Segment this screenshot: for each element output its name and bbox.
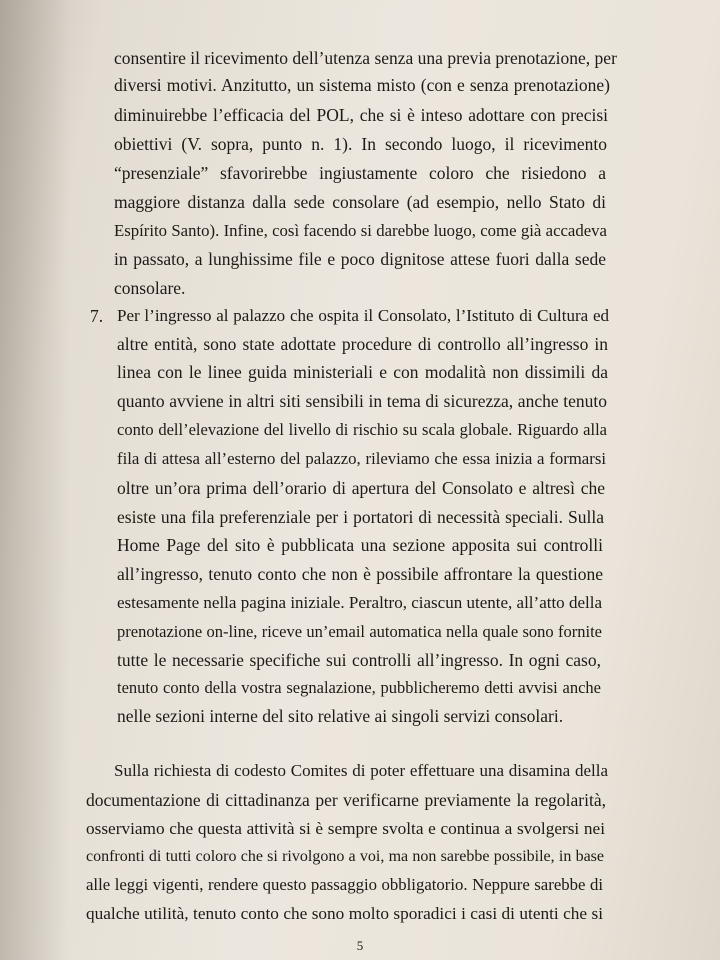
text-line: Sulla richiesta di codesto Comites di poter effettuare una disamina della (114, 761, 608, 780)
text-line: consolare. (114, 278, 186, 298)
list-item-number: 7. (90, 306, 104, 326)
page-number: 5 (356, 938, 364, 953)
text-line: oltre un’ora prima dell’orario di apertura del Consolato e altresì che (117, 478, 605, 498)
text-line: documentazione di cittadinanza per verificarne previamente la regolarità, (86, 790, 606, 810)
text-line: diversi motivi. Anzitutto, un sistema misto (con e senza prenotazione) (114, 75, 610, 95)
text-line: diminuirebbe l’efficacia del POL, che si è inteso adottare con precisi (114, 105, 608, 125)
text-line: confronti di tutti coloro che si rivolgono a voi, ma non sarebbe possibile, in base (86, 848, 604, 865)
text-line: Home Page del sito è pubblicata una sezione apposita sui controlli (117, 535, 603, 555)
text-line: consentire il ricevimento dell’utenza senza una previa prenotazione, per (114, 48, 617, 68)
text-line: quanto avviene in altri siti sensibili in tema di sicurezza, anche tenuto (117, 391, 607, 411)
text-line: “presenziale” sfavorirebbe ingiustamente coloro che risiedono a (114, 163, 606, 183)
page-shadow (0, 0, 70, 960)
text-line: tenuto conto della vostra segnalazione, pubblicheremo detti avvisi anche (117, 678, 601, 697)
text-line: estesamente nella pagina iniziale. Peraltro, ciascun utente, all’atto della (117, 593, 602, 612)
text-line: in passato, a lunghissime file e poco dignitose attese fuori dalla sede (114, 249, 606, 269)
text-line: fila di attesa all’esterno del palazzo, rileviamo che essa inizia a formarsi (117, 449, 606, 468)
text-line: linea con le linee guida ministeriali e con modalità non dissimili da (117, 362, 608, 382)
text-line: Espírito Santo). Infine, così facendo si darebbe luogo, come già accadeva (114, 221, 607, 240)
text-line: maggiore distanza dalla sede consolare (ad esempio, nello Stato di (114, 192, 606, 212)
text-line: conto dell’elevazione del livello di rischio su scala globale. Riguardo alla (117, 420, 607, 439)
text-line: tutte le necessarie specifiche sui controlli all’ingresso. In ogni caso, (117, 650, 601, 670)
text-line: altre entità, sono state adottate procedure di controllo all’ingresso in (117, 334, 608, 354)
text-line: nelle sezioni interne del sito relative ai singoli servizi consolari. (117, 706, 564, 726)
text-line: Per l’ingresso al palazzo che ospita il Consolato, l’Istituto di Cultura ed (117, 306, 609, 325)
text-line: esiste una fila preferenziale per i portatori di necessità speciali. Sulla (117, 507, 604, 527)
text-line: prenotazione on-line, riceve un’email automatica nella quale sono fornite (117, 622, 602, 641)
text-line: obiettivi (V. sopra, punto n. 1). In secondo luogo, il ricevimento (114, 134, 607, 154)
text-line: osserviamo che questa attività si è sempre svolta e continua a svolgersi nei (86, 819, 605, 838)
text-line: alle leggi vigenti, rendere questo passaggio obbligatorio. Neppure sarebbe di (86, 875, 603, 894)
text-line: qualche utilità, tenuto conto che sono molto sporadici i casi di utenti che si (86, 904, 603, 923)
text-line: all’ingresso, tenuto conto che non è possibile affrontare la questione (117, 564, 603, 584)
